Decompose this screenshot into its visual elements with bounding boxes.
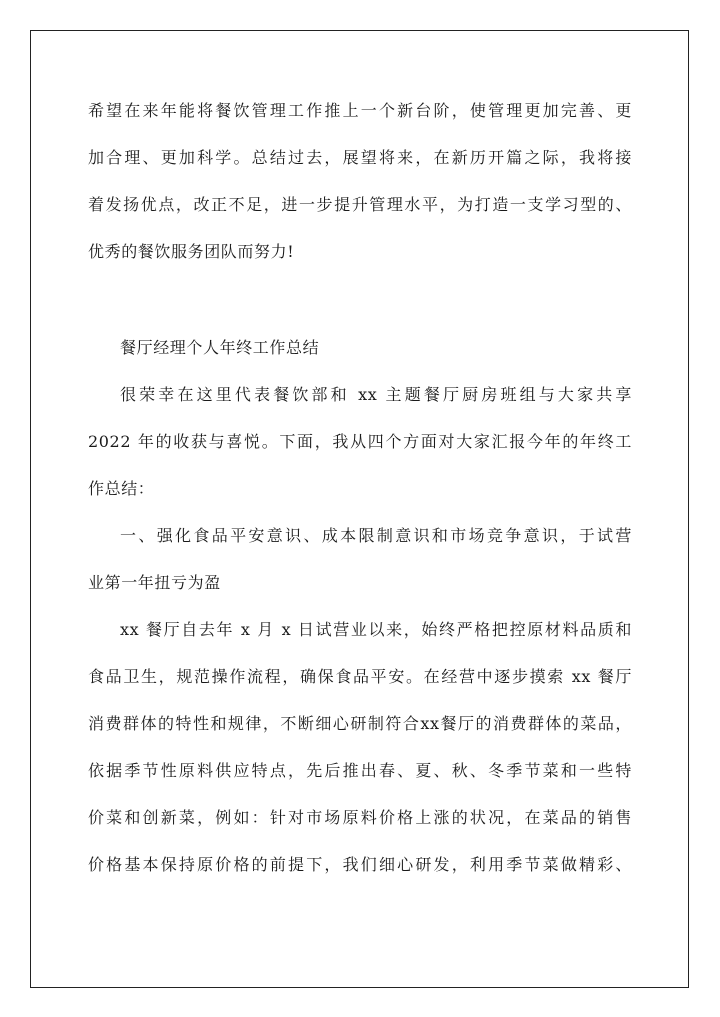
page-border	[30, 30, 689, 988]
paragraph-line: 很荣幸在这里代表餐饮部和 xx 主题餐厅厨房班组与大家共享	[120, 385, 632, 404]
paragraph-line: 依据季节性原料供应特点，先后推出春、夏、秋、冬季节菜和一些特	[88, 761, 632, 780]
paragraph-line: 价格基本保持原价格的前提下，我们细心研发，利用季节菜做精彩、	[88, 855, 632, 874]
subheading-line: 一、强化食品平安意识、成本限制意识和市场竞争意识，于试营	[120, 526, 632, 545]
section-title: 餐厅经理个人年终工作总结	[120, 338, 320, 357]
paragraph-line: 食品卫生，规范操作流程，确保食品平安。在经营中逐步摸索 xx 餐厅	[88, 667, 632, 686]
paragraph-line: 消费群体的特性和规律，不断细心研制符合xx餐厅的消费群体的菜品，	[88, 714, 632, 733]
paragraph-line: 希望在来年能将餐饮管理工作推上一个新台阶，使管理更加完善、更	[88, 101, 632, 120]
subheading-line: 业第一年扭亏为盈	[88, 573, 221, 592]
paragraph-line: 着发扬优点，改正不足，进一步提升管理水平，为打造一支学习型的、	[88, 195, 632, 214]
paragraph-line: 优秀的餐饮服务团队而努力!	[88, 242, 295, 261]
paragraph-line: 作总结：	[88, 479, 155, 498]
paragraph-line: 2022 年的收获与喜悦。下面，我从四个方面对大家汇报今年的年终工	[88, 432, 632, 451]
paragraph-line: xx 餐厅自去年 x 月 x 日试营业以来，始终严格把控原材料品质和	[120, 620, 632, 639]
paragraph-line: 加合理、更加科学。总结过去，展望将来，在新历开篇之际，我将接	[88, 148, 632, 167]
paragraph-line: 价菜和创新菜，例如：针对市场原料价格上涨的状况，在菜品的销售	[88, 808, 632, 827]
